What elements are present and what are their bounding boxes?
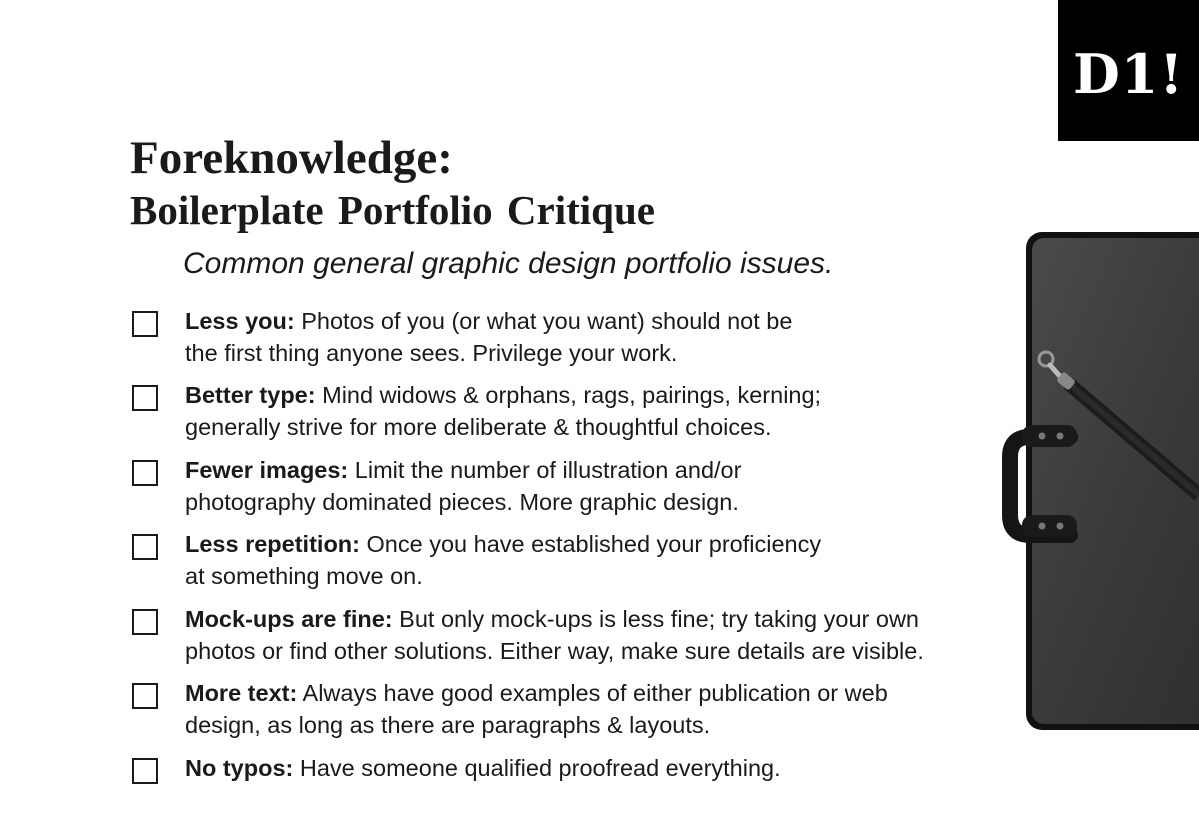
checklist-item-line: at something move on.: [185, 563, 423, 589]
checklist-item-text: [185, 454, 1005, 518]
checklist-item-text: [185, 603, 1005, 667]
checklist-item-text: [185, 379, 1005, 443]
page-title: Foreknowledge:: [130, 132, 453, 184]
checkbox[interactable]: [132, 534, 158, 560]
checklist-item-line: But only mock-ups is less fine; try taking your own: [399, 606, 919, 632]
checklist-item-label: Fewer images:: [185, 457, 349, 483]
checklist-item-label: Less you:: [185, 308, 295, 334]
checklist-item-line: generally strive for more deliberate & thoughtful choices.: [185, 414, 772, 440]
checkbox[interactable]: [132, 609, 158, 635]
checklist-item-label: Less repetition:: [185, 531, 360, 557]
checklist-item-line: Have someone qualified proofread everything.: [299, 755, 781, 781]
page-tagline: Common general graphic design portfolio issues.: [183, 247, 834, 280]
checkbox[interactable]: [132, 385, 158, 411]
checklist-item-line: Once you have established your proficiency: [366, 531, 822, 557]
checklist-item-label: No typos:: [185, 755, 294, 781]
logo-text: D1!: [1072, 41, 1185, 106]
checklist-item-line: Photos of you (or what you want) should not be: [301, 308, 793, 334]
checklist-item-text: [185, 528, 1005, 592]
checklist-item-line: design, as long as there are paragraphs & layouts.: [185, 712, 711, 738]
portfolio-case-icon: [960, 225, 1199, 735]
checklist-item-line: Always have good examples of either publication or web: [302, 680, 888, 706]
checklist-item-line: Limit the number of illustration and/or: [354, 457, 742, 483]
checklist-item-line: photos or find other solutions. Either way, make sure details are visible.: [185, 638, 924, 664]
checklist-item-label: Better type:: [185, 382, 316, 408]
page-subtitle: Boilerplate Portfolio Critique: [130, 187, 655, 233]
checkbox[interactable]: [132, 683, 158, 709]
checkbox[interactable]: [132, 758, 158, 784]
checklist-item-label: More text:: [185, 680, 298, 706]
checkbox[interactable]: [132, 311, 158, 337]
checkbox[interactable]: [132, 460, 158, 486]
checklist-item-line: Mind widows & orphans, rags, pairings, kerning;: [322, 382, 822, 408]
checklist-item-line: the first thing anyone sees. Privilege your work.: [185, 340, 678, 366]
checklist-item-text: [185, 752, 1005, 784]
checklist-item-label: Mock-ups are fine:: [185, 606, 393, 632]
checklist-item-text: [185, 677, 1005, 741]
checklist-item-line: photography dominated pieces. More graphic design.: [185, 489, 739, 515]
checklist-item-text: [185, 305, 1005, 369]
logo-badge: [1058, 0, 1199, 141]
